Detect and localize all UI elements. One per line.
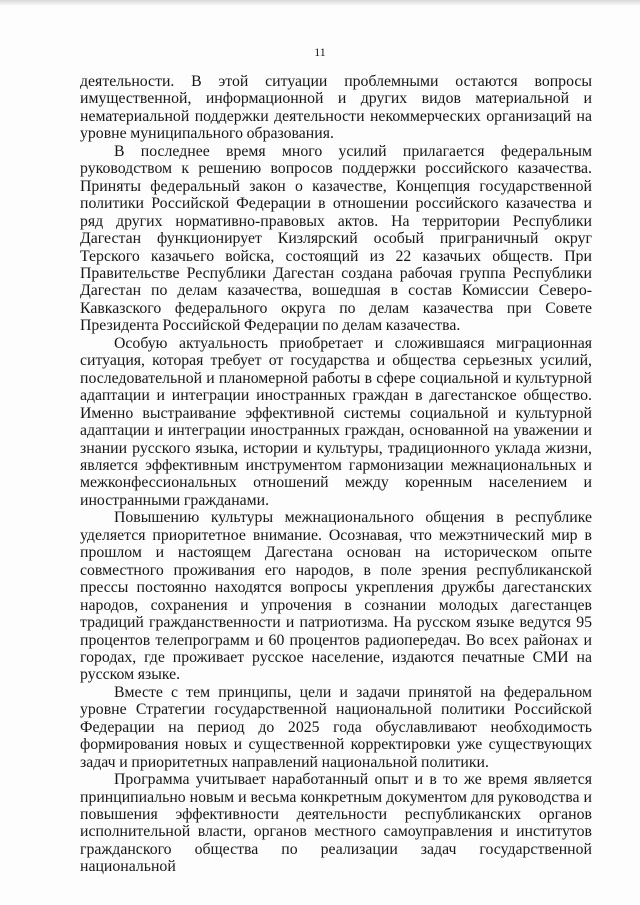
body-text bbox=[80, 73, 592, 876]
paragraph-migration: Особую актуальность приобретает и сложившаяся миграционная ситуация, которая требует от государства и общества серьезных усилий, последовательной и планомерной работы в сфере социальной и культурной адаптации и интеграции иностранных граждан в дагестанское общество. Именно выстраивание эффективной системы социальной и культурной адаптации и интеграции иностранных граждан, основанной на уважении и знании русского языка, истории и культуры, традиционного уклада жизни, является эффективным инструментом гармонизации межнациональных и межконфессиональных отношений между коренным населением и иностранными гражданами. bbox=[80, 334, 592, 509]
page-number: 11 bbox=[314, 45, 326, 59]
scan-edge bbox=[0, 0, 640, 6]
paragraph-program: Программа учитывает наработанный опыт и в то же время является принципиально новым и весьма конкретным документом для руководства и повышения эффективности деятельности республиканских органов исполнительной власти, органов местного самоуправления и институтов гражданского общества по реализации задач государственной национальной bbox=[80, 771, 592, 876]
paragraph-continued: деятельности. В этой ситуации проблемными остаются вопросы имущественной, информационной и других видов материальной и нематериальной поддержки деятельности некоммерческих организаций на уровне муниципального образования. bbox=[80, 73, 592, 143]
paragraph-strategy: Вместе с тем принципы, цели и задачи принятой на федеральном уровне Стратегии государственной национальной политики Российской Федерации на период до 2025 года обуславливают необходимость формирования новых и существенной корректировки уже существующих задач и приоритетных направлений национальной политики. bbox=[80, 683, 592, 771]
paragraph-culture: Повышению культуры межнационального общения в республике уделяется приоритетное внимание. Осознавая, что межэтнический мир в прошлом и настоящем Дагестана основан на историческом опыте совместного проживания его народов, в поле зрения республиканской прессы постоянно находятся вопросы укрепления дружбы дагестанских народов, сохранения и упрочения в сознании молодых дагестанцев традиций гражданственности и патриотизма. На русском языке ведутся 95 процентов телепрограмм и 60 процентов радиопередач. Во всех районах и городах, где проживает русское население, издаются печатные СМИ на русском языке. bbox=[80, 509, 592, 684]
paragraph-cossacks: В последнее время много усилий прилагается федеральным руководством к решению вопросов поддержки российского казачества. Приняты федеральный закон о казачестве, Концепция государственной политики Российской Федерации в отношении российского казачества и ряд других нормативно-правовых актов. На территории Республики Дагестан функционирует Кизлярский особый пригpаничный округ Терского казачьего войска, состоящий из 22 казачьих обществ. При Правительстве Республики Дагестан создана рабочая группа Республики Дагестан по делам казачества, вошедшая в состав Комиссии Северо-Кавказского федерального округа по делам казачества при Совете Президента Российской Федерации по делам казачества. bbox=[80, 142, 592, 335]
